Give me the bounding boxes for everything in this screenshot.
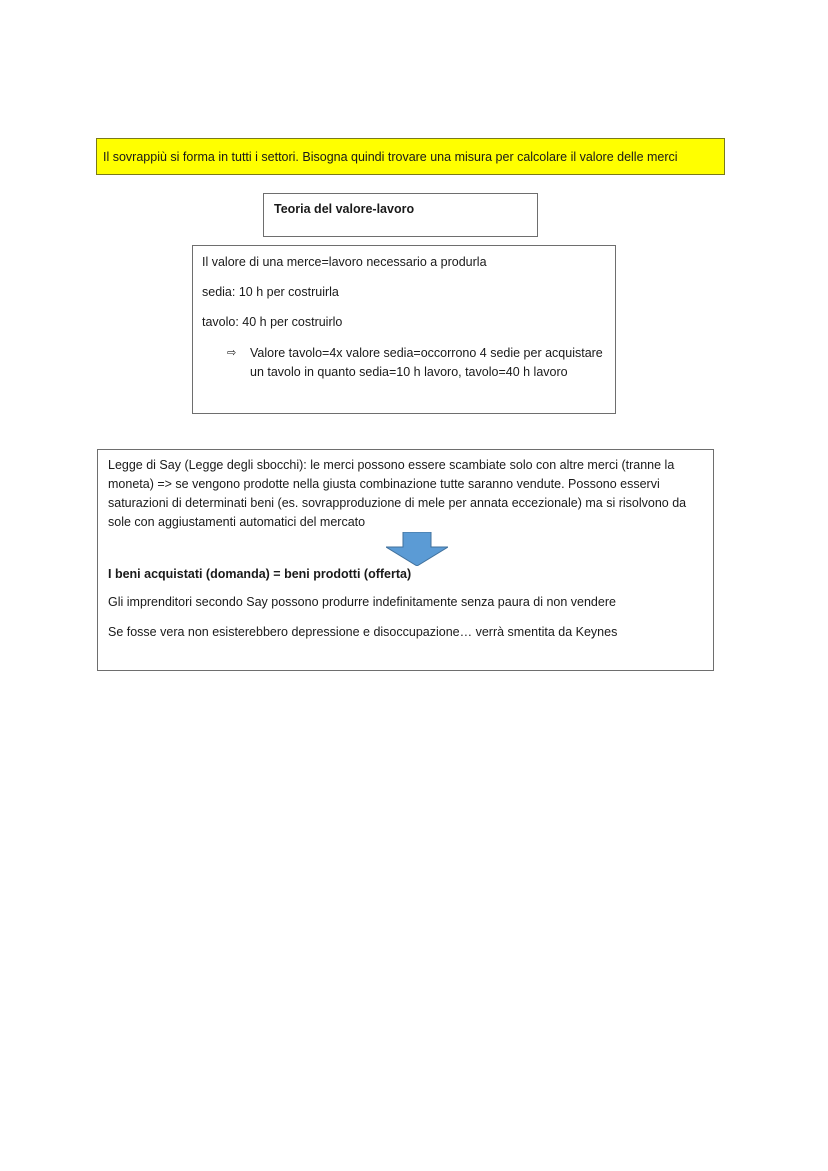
banner-text: Il sovrappiù si forma in tutti i settori. Bisogna quindi trovare una misura per calcolare il valore delle merci [103, 150, 678, 164]
labor-value-box [192, 245, 616, 414]
value-definition: Il valore di una merce=lavoro necessario a produrla [202, 255, 487, 269]
supply-demand-equation: I beni acquistati (domanda) = beni prodotti (offerta) [108, 567, 412, 581]
conclusion-item [227, 344, 610, 382]
hollow-right-arrow-icon: ⇨ [227, 347, 237, 359]
theory-title-box [263, 193, 538, 237]
summary-banner [96, 138, 725, 175]
theory-title: Teoria del valore-lavoro [274, 202, 415, 216]
chair-example: sedia: 10 h per costruirla [202, 285, 339, 299]
conclusion-text: Valore tavolo=4x valore sedia=occorrono 4 sedie per acquistare un tavolo in quanto sedia=10 h lavoro, tavolo=40 h lavoro [250, 346, 603, 379]
entrepreneurs-text: Gli imprenditori secondo Say possono produrre indefinitamente senza paura di non vendere [108, 595, 616, 609]
down-arrow-icon [386, 532, 448, 566]
keynes-text: Se fosse vera non esisterebbero depressione e disoccupazione… verrà smentita da Keynes [108, 625, 618, 639]
say-law-box [97, 449, 714, 671]
table-example: tavolo: 40 h per costruirlo [202, 315, 343, 329]
say-law-text: Legge di Say (Legge degli sbocchi): le merci possono essere scambiate solo con altre merci (tranne la moneta) => se vengono prodotte nella giusta combinazione tutte saranno vendute. Possono esservi saturazioni di determinati beni (es. sovrapproduzione di mele per annata eccezionale) ma si risolvono da sole con aggiustamenti automatici del mercato [108, 458, 687, 529]
